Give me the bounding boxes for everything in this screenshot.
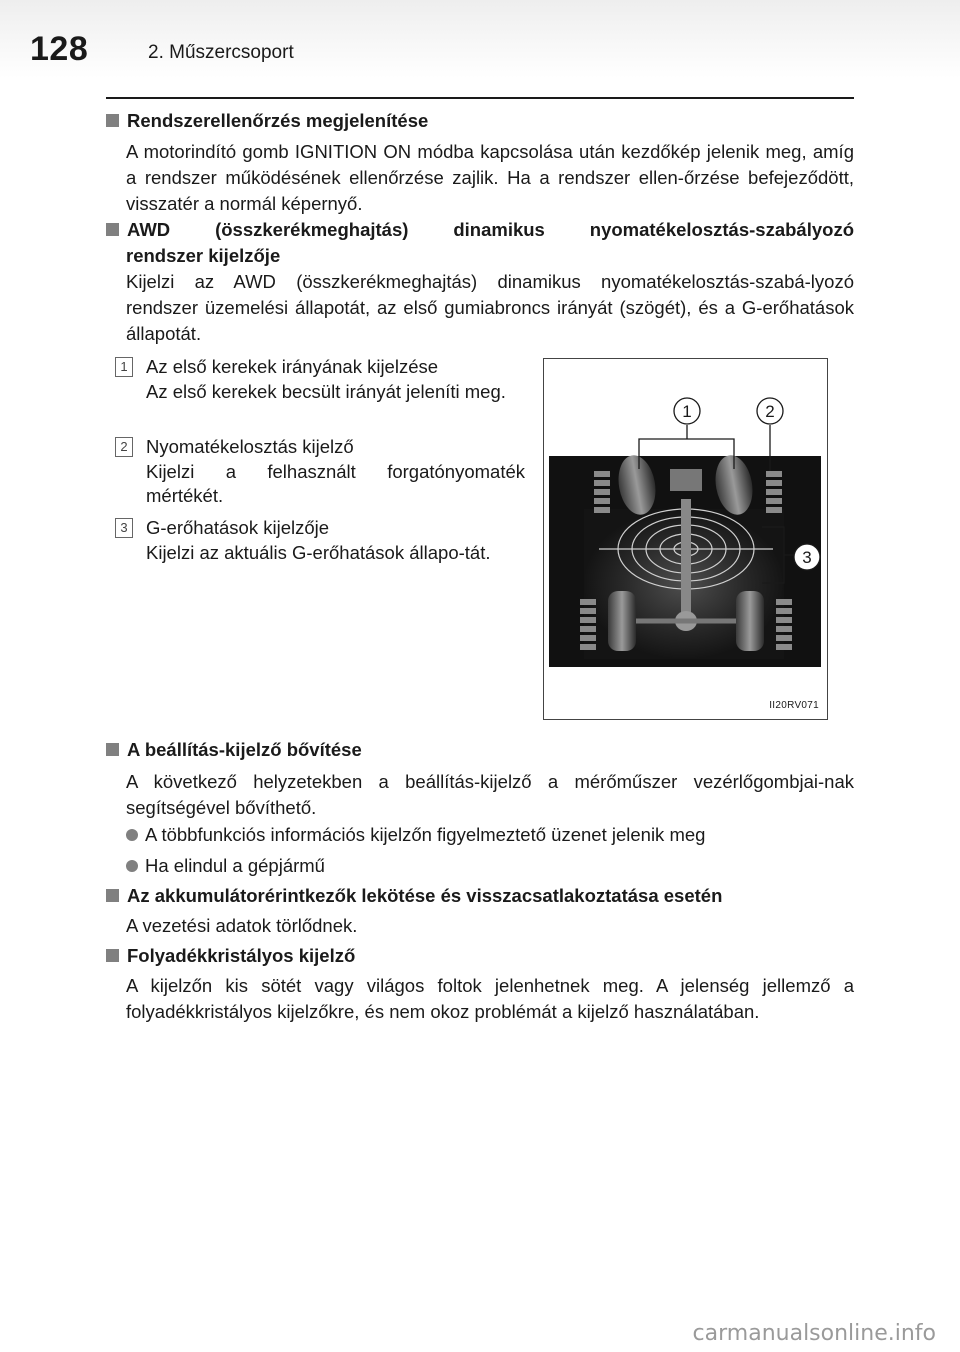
page-number: 128 <box>30 30 89 68</box>
section-body-battery: A vezetési adatok törlődnek. <box>126 915 358 936</box>
driveshaft <box>681 499 691 619</box>
callout-2 <box>115 435 525 509</box>
watermark: carmanualsonline.info <box>692 1321 936 1346</box>
callout-label-3: 3 <box>802 548 812 567</box>
callout-number: 2 <box>115 437 133 457</box>
callout-title: G-erőhatások kijelzője <box>146 517 330 538</box>
heading-text: A beállítás-kijelző bővítése <box>127 739 362 760</box>
figure-code: II20RV071 <box>769 700 819 711</box>
callout-text: Kijelzi a felhasznált forgatónyomaték mértékét. <box>146 460 525 506</box>
round-bullet-icon <box>126 829 138 841</box>
callout-text: Kijelzi az aktuális G-erőhatások állapo-tát. <box>146 541 491 563</box>
callout-number: 3 <box>115 518 133 538</box>
callout-title: Nyomatékelosztás kijelző <box>146 436 354 457</box>
square-bullet-icon <box>106 889 119 902</box>
heading-text: Folyadékkristályos kijelző <box>127 945 356 966</box>
list-item <box>126 853 854 879</box>
awd-display-illustration <box>544 359 827 719</box>
callout-1 <box>115 355 525 404</box>
heading-text: Az akkumulátorérintkezők lekötése és visszacsatlakoztatása esetén <box>127 885 723 906</box>
header-rule <box>106 97 854 99</box>
list-item-text: Ha elindul a gépjármű <box>145 855 325 876</box>
section-body-awd: Kijelzi az AWD (összkerékmeghajtás) dinamikus nyomatékelosztás-szabá-lyozó rendszer üzemelési állapotát, az első gumiabroncs irányát (szögét), és a G-erőhatások állapotát. <box>126 271 854 344</box>
section-body-settings: A következő helyzetekben a beállítás-kijelző a mérőműszer vezérlőgombjai-nak segítségével bővíthető. <box>126 771 854 818</box>
section-heading-awd-line2: rendszer kijelzője <box>126 245 281 266</box>
chapter-title: 2. Műszercsoport <box>148 42 294 63</box>
section-heading-awd <box>106 217 854 243</box>
front-diff <box>670 469 702 491</box>
section-heading-settings <box>106 737 854 763</box>
square-bullet-icon <box>106 743 119 756</box>
awd-display-figure <box>543 358 828 720</box>
section-heading-system-check <box>106 108 854 134</box>
callout-title: Az első kerekek irányának kijelzése <box>146 356 439 377</box>
heading-text: Rendszerellenőrzés megjelenítése <box>127 110 429 131</box>
callout-label-2: 2 <box>765 402 775 421</box>
callout-3 <box>115 516 525 565</box>
section-body-lcd: A kijelzőn kis sötét vagy világos foltok jelenhetnek meg. A jelenség jellemző a folyadékkristályos kijelzőkre, és nem okoz problémát a kijelző használatában. <box>126 975 854 1022</box>
square-bullet-icon <box>106 114 119 127</box>
heading-text-line1: AWD (összkerékmeghajtás) dinamikus nyomatékelosztás-szabályozó <box>127 219 854 240</box>
header-background <box>0 0 960 78</box>
square-bullet-icon <box>106 223 119 236</box>
section-body-system-check: A motorindító gomb IGNITION ON módba kapcsolása után kezdőkép jelenik meg, amíg a rendszer működésének ellenőrzése zajlik. Ha a rendszer ellen-őrzése befejeződött, visszatér a normál képernyő. <box>126 141 854 214</box>
callout-text: Az első kerekek becsült irányát jeleníti meg. <box>146 380 506 402</box>
section-heading-battery <box>106 883 854 909</box>
list-item <box>126 822 854 848</box>
round-bullet-icon <box>126 860 138 872</box>
list-item-text: A többfunkciós információs kijelzőn figyelmeztető üzenet jelenik meg <box>145 824 706 845</box>
callout-label-1: 1 <box>682 402 692 421</box>
square-bullet-icon <box>106 949 119 962</box>
section-heading-lcd <box>106 943 854 969</box>
callout-number: 1 <box>115 357 133 377</box>
